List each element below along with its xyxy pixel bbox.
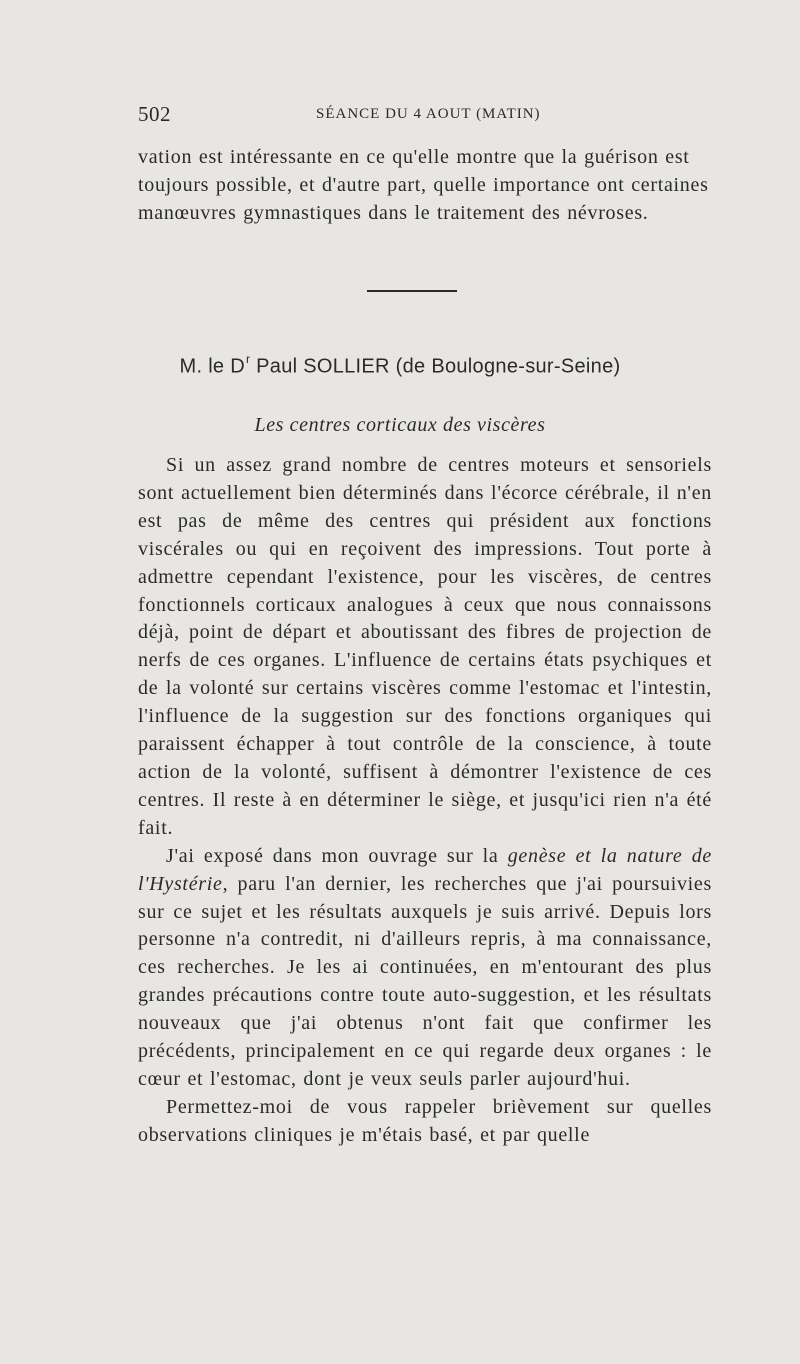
author-title-superscript: r (245, 352, 251, 366)
author-prefix: M. le D (179, 355, 245, 378)
paragraph-3: Permettez-moi de vous rappeler brièvement sur quelles observations cliniques je m'étais basé, et par quelle (138, 1095, 712, 1146)
page-header (138, 102, 712, 132)
article-body (138, 452, 712, 1150)
book-title-reference: genèse et la nature de l'Hystérie (138, 844, 712, 895)
continuation-paragraph (138, 144, 712, 228)
page-number: 502 (138, 102, 171, 126)
paragraph-2-rest: , paru l'an dernier, les recherches que j'ai poursuivies sur ce sujet et les résultats auxquels je suis arrivé. Depuis lors personne n'a contredit, ni d'ailleurs repris, à ma connaissance, ces recherches. Je les ai continuées, en m'entourant des plus grandes précautions contre toute auto-suggestion, et les résultats nouveaux que j'ai obtenus n'ont fait que confirmer les précédents, principalement en ce qui regarde deux organes : le cœur et l'estomac, dont je veux seuls parler aujourd'hui. (138, 872, 712, 1090)
continuation-text: vation est intéressante en ce qu'elle montre que la guérison est toujours possible, et d'autre part, quelle importance ont certaines manœuvres gymnastiques dans le traitement des névroses. (138, 146, 709, 224)
paragraph-2 (138, 843, 712, 1094)
paragraph-2-start: J'ai exposé dans mon ouvrage sur la (166, 844, 508, 867)
section-divider (367, 290, 457, 292)
article-title: Les centres corticaux des viscères (254, 414, 546, 436)
author-affiliation: (de Boulogne-sur-Seine) (395, 355, 621, 378)
author-line (0, 354, 800, 379)
author-name: Paul SOLLIER (256, 355, 390, 378)
running-head: SÉANCE DU 4 AOUT (MATIN) (316, 106, 541, 122)
paragraph-1: Si un assez grand nombre de centres moteurs et sensoriels sont actuellement bien déterminés dans l'écorce cérébrale, il n'en est pas de même des centres qui président aux fonctions viscérales ou qui en reçoivent des impressions. Tout porte à admettre cependant l'existence, pour les viscères, de centres fonctionnels corticaux analogues à ceux que nous connaissons déjà, point de départ et aboutissant des fibres de projection de nerfs de ces organes. L'influence de certains états psychiques et de la volonté sur certains viscères comme l'estomac et l'intestin, l'influence de la suggestion sur des fonctions organiques qui paraissent échapper à tout contrôle de la conscience, à toute action de la volonté, suffisent à démontrer l'existence de ces centres. Il reste à en déterminer le siège, et jusqu'ici rien n'a été fait. (138, 454, 712, 839)
